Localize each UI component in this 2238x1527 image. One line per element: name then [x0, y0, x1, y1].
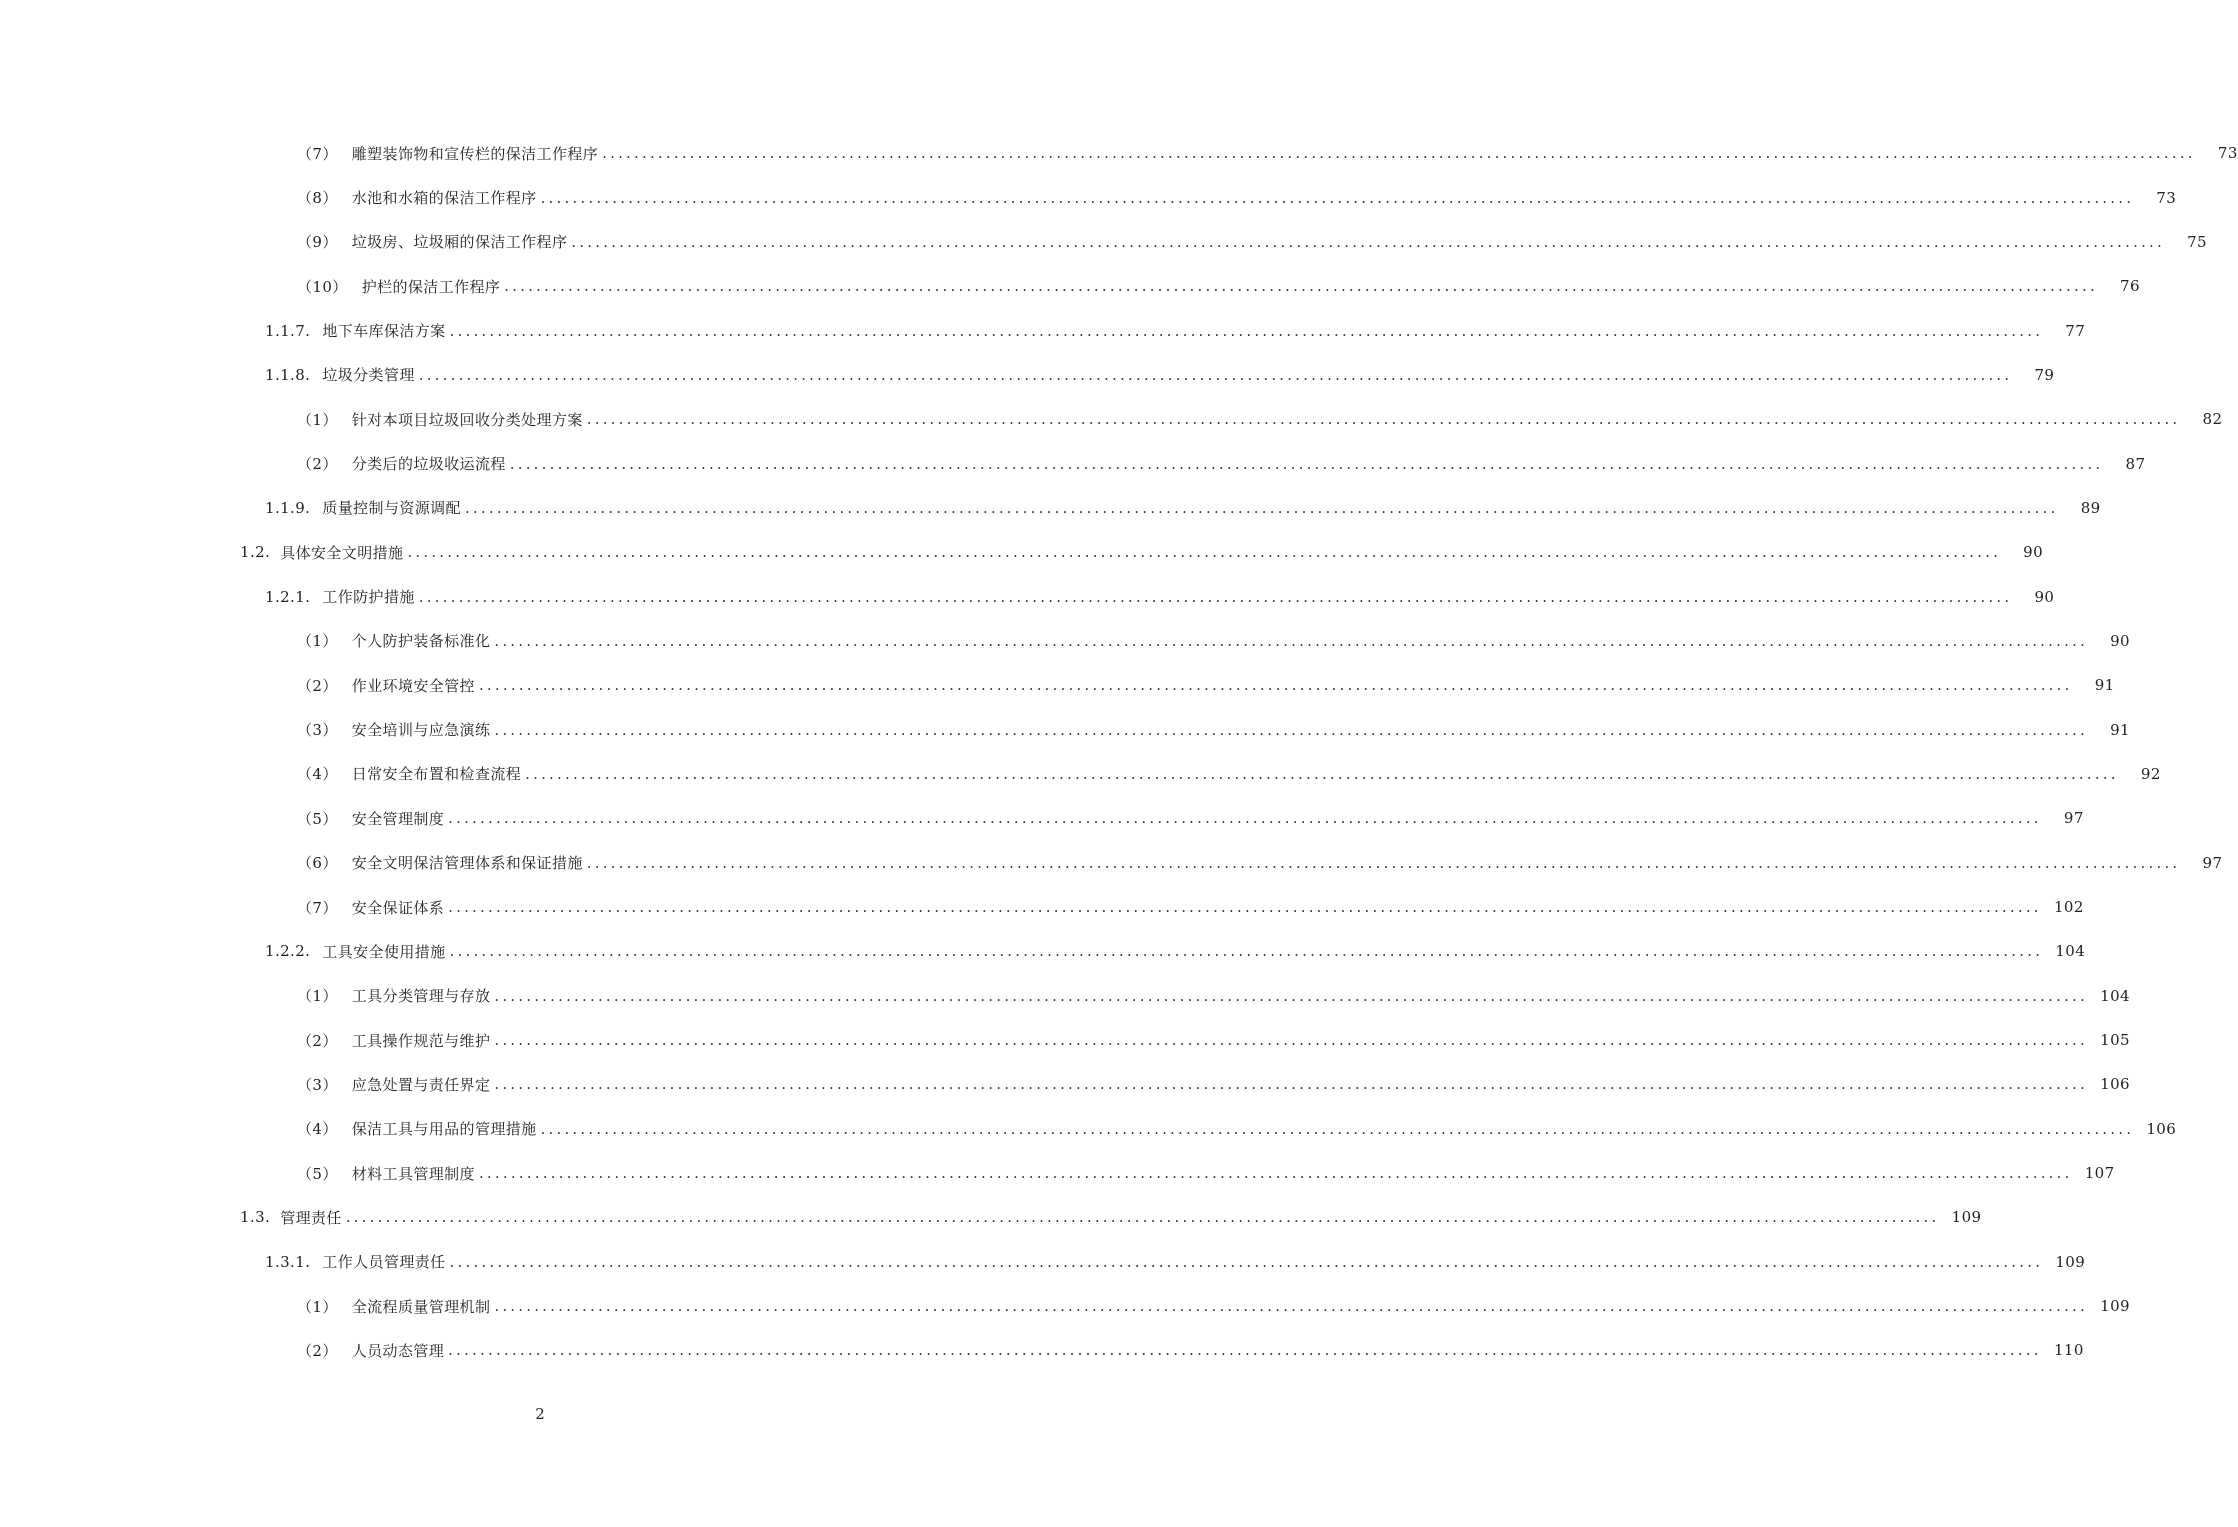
toc-leader-dots: ........................................................................................................................................................................................................ — [494, 631, 2088, 650]
toc-entry-page: 87 — [2125, 454, 2146, 473]
toc-entry-title: 工具安全使用措施 — [322, 942, 446, 961]
toc-entry-number: （6） — [297, 854, 338, 873]
toc-entry-title: 安全文明保洁管理体系和保证措施 — [351, 854, 583, 873]
toc-entry-title: 垃圾分类管理 — [322, 366, 415, 385]
toc-entry-title: 应急处置与责任界定 — [351, 1075, 491, 1094]
toc-entry-page: 76 — [2120, 277, 2140, 296]
toc-leader-dots: ........................................................................................................................................................................................................ — [448, 1341, 2042, 1360]
toc-entry-number: （5） — [297, 809, 338, 828]
toc-entry-title: 工作人员管理责任 — [322, 1253, 446, 1272]
toc-entry-title: 个人防护装备标准化 — [351, 632, 491, 651]
page-number: 2 — [535, 1405, 545, 1423]
toc-leader-dots: ........................................................................................................................................................................................................ — [509, 454, 2104, 473]
toc-entry-number: （1） — [297, 1297, 338, 1316]
toc-entry-number: （2） — [297, 1341, 338, 1360]
toc-leader-dots: ........................................................................................................................................................................................................ — [586, 853, 2181, 872]
toc-leader-dots: ........................................................................................................................................................................................................ — [464, 498, 2059, 517]
toc-leader-dots: ........................................................................................................................................................................................................ — [525, 764, 2119, 783]
toc-entry-page: 89 — [2080, 498, 2101, 517]
toc-entry-number: 1.1.7. — [265, 321, 311, 340]
toc-entry-page: 91 — [2110, 720, 2130, 739]
toc-entry-page: 102 — [2053, 898, 2084, 917]
toc-leader-dots: ........................................................................................................................................................................................................ — [586, 410, 2181, 429]
table-of-contents — [0, 131, 2238, 1373]
toc-entry[interactable] — [0, 796, 2084, 840]
toc-entry-title: 垃圾房、垃圾厢的保洁工作程序 — [351, 233, 568, 252]
toc-entry-title: 作业环境安全管控 — [351, 676, 475, 695]
toc-entry[interactable] — [0, 752, 2161, 796]
toc-entry[interactable] — [0, 131, 2238, 175]
toc-entry-title: 护栏的保洁工作程序 — [361, 277, 501, 296]
toc-entry-title: 日常安全布置和检查流程 — [351, 765, 522, 784]
toc-entry-page: 105 — [2100, 1031, 2130, 1050]
toc-leader-dots: ........................................................................................................................................................................................................ — [407, 543, 2002, 562]
toc-leader-dots: ........................................................................................................................................................................................................ — [448, 898, 2042, 917]
toc-entry[interactable] — [0, 530, 2044, 574]
toc-entry-title: 全流程质量管理机制 — [351, 1297, 491, 1316]
toc-entry-title: 工具操作规范与维护 — [351, 1031, 491, 1050]
toc-entry[interactable] — [0, 175, 2177, 219]
toc-leader-dots: ........................................................................................................................................................................................................ — [449, 321, 2044, 340]
toc-entry[interactable] — [0, 1107, 2177, 1151]
toc-entry-page: 97 — [2063, 809, 2084, 828]
toc-entry[interactable] — [0, 1151, 2115, 1195]
toc-leader-dots: ........................................................................................................................................................................................................ — [504, 277, 2098, 296]
toc-entry-page: 109 — [2100, 1297, 2130, 1316]
toc-entry-title: 材料工具管理制度 — [351, 1164, 475, 1183]
toc-entry-number: （10） — [297, 277, 348, 296]
toc-leader-dots: ........................................................................................................................................................................................................ — [602, 144, 2196, 163]
toc-entry-title: 雕塑装饰物和宣传栏的保洁工作程序 — [351, 144, 599, 163]
toc-entry-number: 1.1.8. — [265, 365, 311, 384]
toc-entry-title: 质量控制与资源调配 — [322, 499, 461, 518]
toc-entry-number: 1.2.2. — [265, 942, 311, 961]
toc-entry[interactable] — [0, 486, 2101, 530]
toc-entry-number: 1.1.9. — [265, 498, 311, 517]
toc-entry-number: （4） — [297, 1120, 338, 1139]
toc-entry-number: （5） — [297, 1164, 338, 1183]
toc-entry-title: 安全保证体系 — [351, 898, 445, 917]
toc-entry[interactable] — [0, 574, 2055, 618]
toc-entry-page: 104 — [2055, 942, 2086, 961]
toc-entry-title: 地下车库保洁方案 — [322, 322, 446, 341]
toc-entry-page: 91 — [2094, 676, 2115, 695]
toc-entry-number: （3） — [297, 1075, 338, 1094]
toc-entry-page: 75 — [2187, 232, 2207, 251]
toc-leader-dots: ........................................................................................................................................................................................................ — [478, 1164, 2073, 1183]
toc-leader-dots: ........................................................................................................................................................................................................ — [418, 365, 2013, 384]
toc-entry[interactable] — [0, 974, 2130, 1018]
toc-entry[interactable] — [0, 619, 2130, 663]
toc-entry-number: （4） — [297, 765, 338, 784]
toc-entry[interactable] — [0, 1195, 1982, 1239]
toc-leader-dots: ........................................................................................................................................................................................................ — [448, 809, 2042, 828]
toc-entry-number: （3） — [297, 721, 338, 740]
toc-entry-page: 82 — [2202, 410, 2223, 429]
toc-entry[interactable] — [0, 885, 2084, 929]
toc-entry-title: 具体安全文明措施 — [280, 543, 404, 562]
toc-leader-dots: ........................................................................................................................................................................................................ — [449, 1252, 2044, 1271]
toc-entry-title: 水池和水箱的保洁工作程序 — [351, 189, 537, 208]
toc-entry-number: （8） — [297, 189, 338, 208]
toc-entry[interactable] — [0, 308, 2086, 352]
toc-entry-page: 106 — [2100, 1075, 2130, 1094]
toc-entry[interactable] — [0, 220, 2207, 264]
toc-entry-page: 107 — [2084, 1164, 2115, 1183]
toc-leader-dots: ........................................................................................................................................................................................................ — [494, 986, 2088, 1005]
toc-entry-page: 90 — [2023, 543, 2044, 562]
toc-entry[interactable] — [0, 663, 2115, 707]
toc-leader-dots: ........................................................................................................................................................................................................ — [478, 676, 2073, 695]
toc-entry-page: 73 — [2156, 188, 2177, 207]
toc-entry-page: 90 — [2110, 631, 2130, 650]
toc-entry-number: （2） — [297, 676, 338, 695]
toc-entry[interactable] — [0, 264, 2140, 308]
toc-entry-number: 1.3.1. — [265, 1252, 311, 1271]
toc-entry-title: 工具分类管理与存放 — [351, 987, 491, 1006]
toc-entry[interactable] — [0, 1328, 2084, 1372]
toc-leader-dots: ........................................................................................................................................................................................................ — [418, 587, 2013, 606]
toc-entry-title: 安全培训与应急演练 — [351, 721, 491, 740]
toc-entry-page: 106 — [2146, 1119, 2177, 1138]
toc-entry[interactable] — [0, 441, 2146, 485]
toc-entry-title: 管理责任 — [280, 1208, 342, 1227]
toc-entry-title: 针对本项目垃圾回收分类处理方案 — [351, 410, 583, 429]
toc-entry[interactable] — [0, 1062, 2130, 1106]
toc-entry-page: 97 — [2202, 853, 2223, 872]
toc-entry-page: 73 — [2217, 144, 2238, 163]
toc-entry[interactable] — [0, 841, 2223, 885]
toc-entry-number: （2） — [297, 455, 338, 474]
toc-entry-page: 90 — [2034, 587, 2055, 606]
toc-leader-dots: ........................................................................................................................................................................................................ — [494, 1297, 2088, 1316]
toc-entry[interactable] — [0, 353, 2055, 397]
toc-leader-dots: ........................................................................................................................................................................................................ — [449, 942, 2044, 961]
toc-entry-title: 保洁工具与用品的管理措施 — [351, 1120, 537, 1139]
toc-entry-number: （9） — [297, 233, 338, 252]
toc-entry-page: 77 — [2065, 321, 2086, 340]
toc-leader-dots: ........................................................................................................................................................................................................ — [494, 720, 2088, 739]
toc-entry-number: （7） — [297, 144, 338, 163]
toc-entry-title: 分类后的垃圾收运流程 — [351, 455, 506, 474]
toc-entry-number: （2） — [297, 1031, 338, 1050]
toc-leader-dots: ........................................................................................................................................................................................................ — [540, 1119, 2135, 1138]
toc-leader-dots: ........................................................................................................................................................................................................ — [494, 1075, 2088, 1094]
toc-leader-dots: ........................................................................................................................................................................................................ — [540, 188, 2135, 207]
toc-entry[interactable] — [0, 397, 2223, 441]
toc-entry-title: 人员动态管理 — [351, 1341, 445, 1360]
toc-entry-number: 1.2.1. — [265, 587, 311, 606]
toc-entry[interactable] — [0, 1018, 2130, 1062]
toc-entry[interactable] — [0, 707, 2130, 751]
toc-entry[interactable] — [0, 1240, 2086, 1284]
toc-entry-title: 工作防护措施 — [322, 588, 415, 607]
toc-entry-page: 109 — [1951, 1208, 1982, 1227]
toc-entry-number: （7） — [297, 898, 338, 917]
toc-entry-number: 1.3. — [240, 1208, 271, 1227]
toc-entry-title: 安全管理制度 — [351, 809, 445, 828]
toc-leader-dots: ........................................................................................................................................................................................................ — [345, 1208, 1940, 1227]
toc-entry-number: 1.2. — [240, 543, 271, 562]
toc-entry-number: （1） — [297, 987, 338, 1006]
toc-leader-dots: ........................................................................................................................................................................................................ — [494, 1031, 2088, 1050]
toc-entry[interactable] — [0, 1284, 2130, 1328]
toc-entry[interactable] — [0, 929, 2086, 973]
toc-leader-dots: ........................................................................................................................................................................................................ — [571, 232, 2165, 251]
toc-entry-page: 109 — [2055, 1252, 2086, 1271]
toc-entry-page: 110 — [2053, 1341, 2084, 1360]
toc-entry-number: （1） — [297, 632, 338, 651]
toc-entry-page: 79 — [2034, 365, 2055, 384]
toc-entry-page: 92 — [2140, 764, 2161, 783]
toc-entry-page: 104 — [2100, 986, 2130, 1005]
toc-entry-number: （1） — [297, 410, 338, 429]
